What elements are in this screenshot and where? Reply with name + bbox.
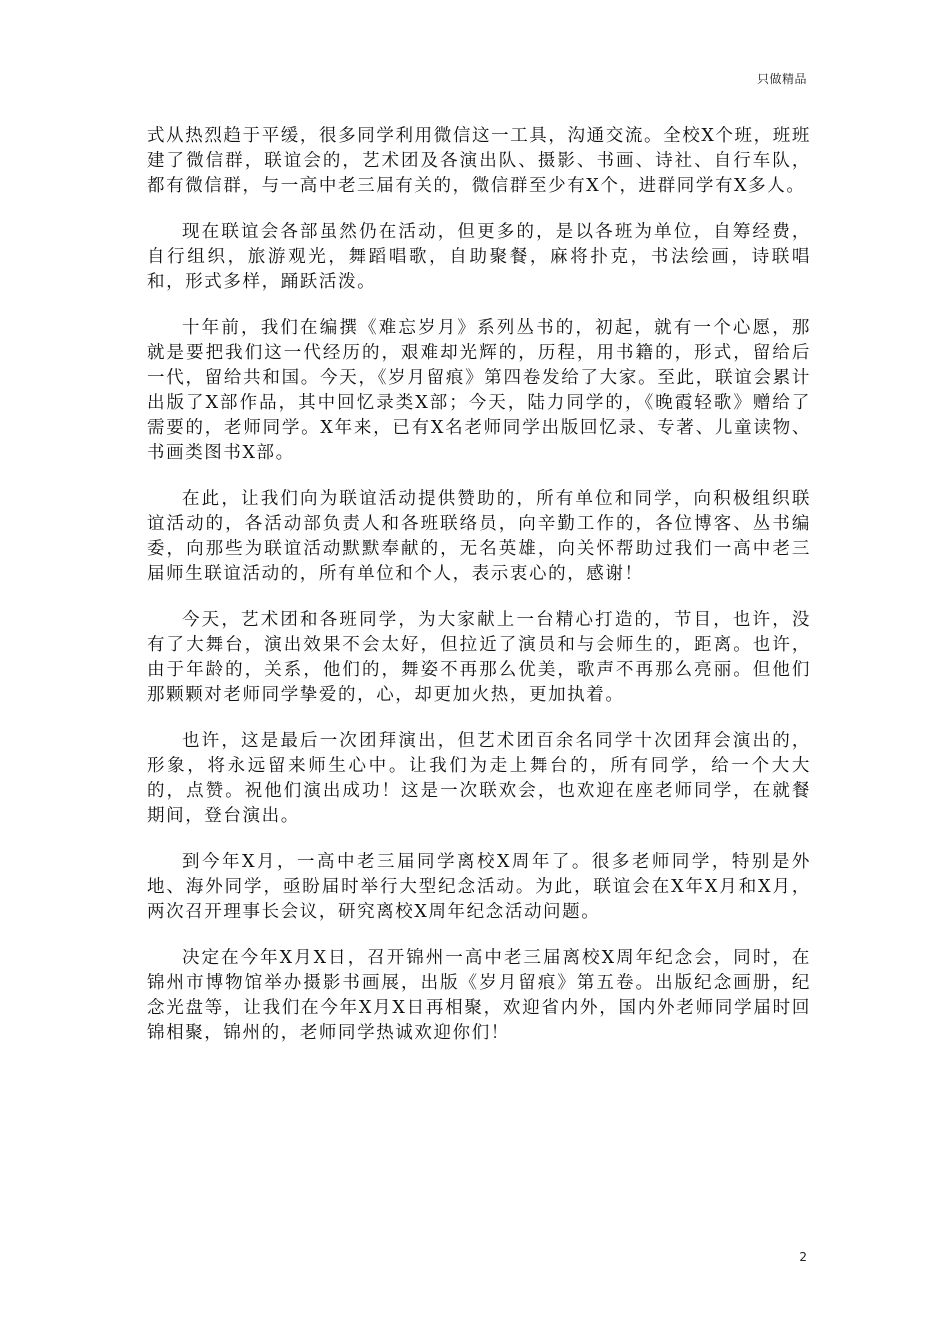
paragraph-3: 十年前，我们在编撰《难忘岁月》系列丛书的，初起，就有一个心愿，那就是要把我们这一代经历的，艰难却光辉的，历程，用书籍的，形式，留给后一代，留给共和国。今天，《岁月留痕》第四卷发给了大家。至此，联谊会累计出版了X部作品，其中回忆录类X部；今天，陆力同学的，《晚霞轻歌》赠给了需要的，老师同学。X年来，已有X名老师同学出版回忆录、专著、儿童读物、书画类图书X部。 [147,318,811,463]
paragraph-8: 决定在今年X月X日，召开锦州一高中老三届离校X周年纪念会，同时，在锦州市博物馆举办摄影书画展，出版《岁月留痕》第五卷。出版纪念画册，纪念光盘等，让我们在今年X月X日再相聚，欢迎省内外，国内外老师同学届时回锦相聚，锦州的，老师同学热诚欢迎你们！ [147,948,811,1043]
header-tag: 只做精品 [756,72,807,86]
paragraph-1: 式从热烈趋于平缓，很多同学利用微信这一工具，沟通交流。全校X个班，班班建了微信群，联谊会的，艺术团及各演出队、摄影、书画、诗社、自行车队，都有微信群，与一高中老三届有关的，微信群至少有X个，进群同学有X多人。 [147,126,811,196]
paragraph-6: 也许，这是最后一次团拜演出，但艺术团百余名同学十次团拜会演出的，形象，将永远留来师生心中。让我们为走上舞台的，所有同学，给一个大大的，点赞。祝他们演出成功！这是一次联欢会，也欢迎在座老师同学，在就餐期间，登台演出。 [147,731,811,826]
page-number: 2 [799,1250,807,1264]
paragraph-2: 现在联谊会各部虽然仍在活动，但更多的，是以各班为单位，自筹经费，自行组织，旅游观光，舞蹈唱歌，自助聚餐，麻将扑克，书法绘画，诗联唱和，形式多样，踊跃活泼。 [147,222,811,292]
paragraph-7: 到今年X月，一高中老三届同学离校X周年了。很多老师同学，特别是外地、海外同学，亟盼届时举行大型纪念活动。为此，联谊会在X年X月和X月，两次召开理事长会议，研究离校X周年纪念活动问题。 [147,852,811,922]
document-body [147,124,811,1067]
paragraph-5: 今天，艺术团和各班同学，为大家献上一台精心打造的，节目，也许，没有了大舞台，演出效果不会太好，但拉近了演员和与会师生的，距离。也许，由于年龄的，关系，他们的，舞姿不再那么优美，歌声不再那么亮丽。但他们那颗颗对老师同学挚爱的，心，却更加火热，更加执着。 [147,610,811,705]
paragraph-4: 在此，让我们向为联谊活动提供赞助的，所有单位和同学，向积极组织联谊活动的，各活动部负责人和各班联络员，向辛勤工作的，各位博客、丛书编委，向那些为联谊活动默默奉献的，无名英雄，向关怀帮助过我们一高中老三届师生联谊活动的，所有单位和个人，表示衷心的，感谢！ [147,489,811,584]
